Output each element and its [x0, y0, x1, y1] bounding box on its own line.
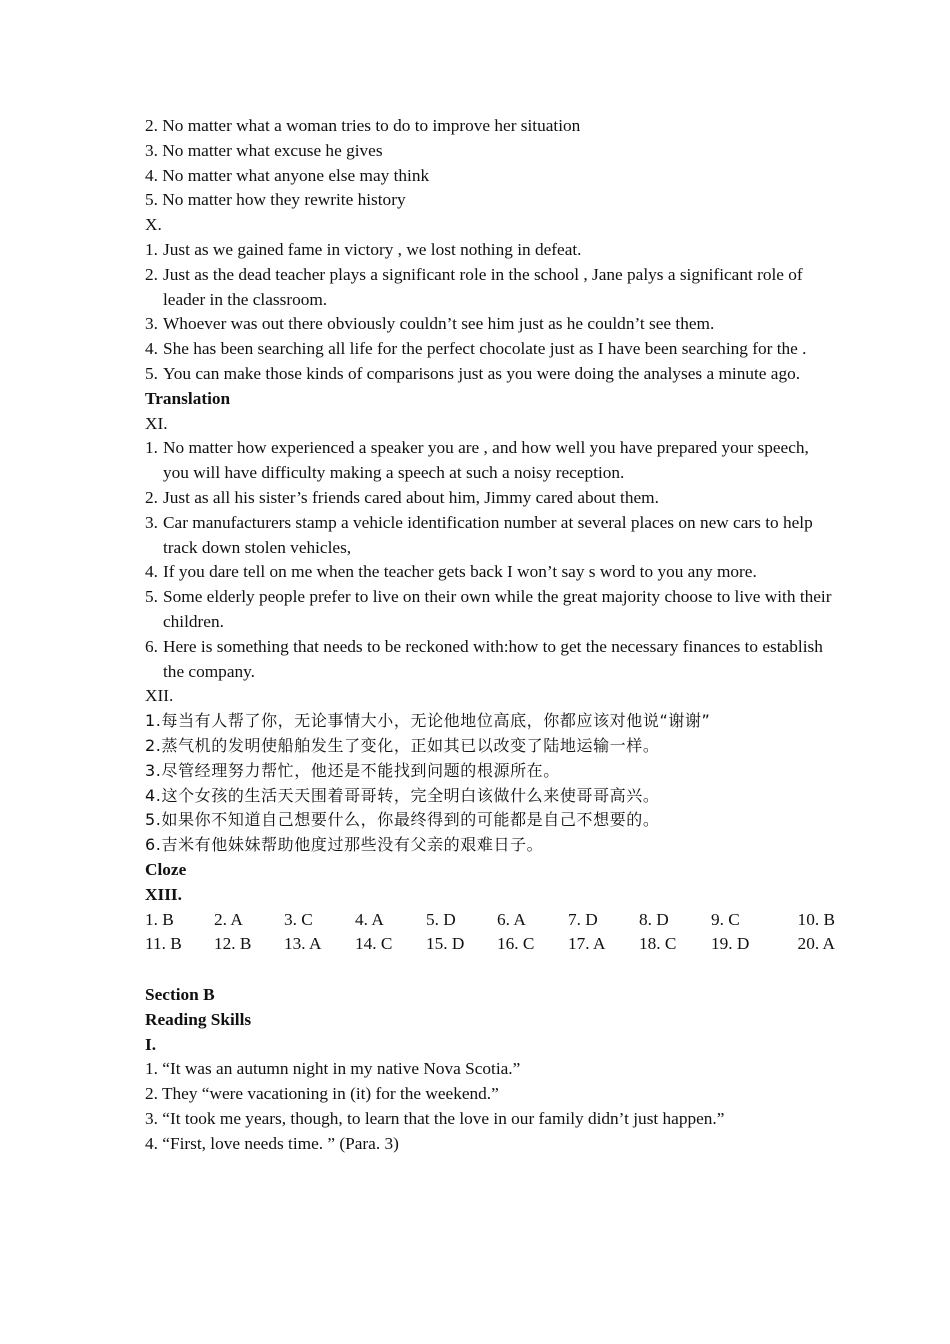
cloze-heading: Cloze — [145, 859, 187, 879]
section-xi-item — [145, 635, 835, 685]
blank-line — [145, 957, 835, 983]
list-line: 5. No matter how they rewrite history — [145, 190, 406, 210]
answer-cell: 13. A — [284, 934, 322, 954]
item-number: 4. — [145, 339, 158, 359]
section-xi-item — [145, 486, 835, 511]
answer-cell: 5. D — [426, 909, 456, 929]
item-text: Car manufacturers stamp a vehicle identification number at several places on new cars to help track down stolen vehicles, — [163, 512, 813, 557]
section-x-heading: X. — [145, 215, 162, 235]
item-text: No matter how experienced a speaker you are , and how well you have prepared your speech, you will have difficulty making a speech at such a noisy reception. — [163, 438, 809, 483]
answer-cell: 7. D — [568, 909, 598, 929]
answer-cell: 10. B — [797, 909, 835, 929]
list-line: 3. No matter what excuse he gives — [145, 140, 383, 160]
answer-cell: 14. C — [355, 934, 393, 954]
chinese-translation-line: 2.蒸气机的发明使船舶发生了变化，正如其已以改变了陆地运输一样。 — [145, 735, 660, 755]
answer-cell: 9. C — [711, 909, 740, 929]
item-text: She has been searching all life for the perfect chocolate just as I have been searching for the . — [163, 339, 807, 359]
item-number: 1. — [145, 239, 158, 259]
item-text: You can make those kinds of comparisons just as you were doing the analyses a minute ago. — [163, 363, 801, 383]
item-text: Just as all his sister’s friends cared about him, Jimmy cared about them. — [163, 487, 659, 507]
section-x-item — [145, 362, 835, 387]
answer-cell: 2. A — [214, 909, 243, 929]
item-number: 4. — [145, 562, 158, 582]
answer-cell: 20. A — [797, 934, 835, 954]
section-xi-item — [145, 560, 835, 585]
answer-cell: 19. D — [711, 934, 750, 954]
section-xiii-heading: XIII. — [145, 884, 182, 904]
item-number: 1. — [145, 438, 158, 458]
document-page — [145, 114, 835, 1157]
answer-cell: 3. C — [284, 909, 313, 929]
section-x-item — [145, 238, 835, 263]
answer-cell: 1. B — [145, 909, 174, 929]
item-number: 5. — [145, 363, 158, 383]
chinese-translation-line: 1.每当有人帮了你，无论事情大小，无论他地位高底，你都应该对他说“谢谢” — [145, 711, 711, 731]
item-text: Just as the dead teacher plays a significant role in the school , Jane palys a significant role of leader in the classroom. — [163, 264, 803, 309]
chinese-translation-line: 5.如果你不知道自己想要什么，你最终得到的可能都是自己不想要的。 — [145, 810, 660, 830]
list-line: 4. No matter what anyone else may think — [145, 165, 430, 185]
item-number: 3. — [145, 314, 158, 334]
section-xi-item — [145, 511, 835, 561]
section-b-heading: Section B — [145, 985, 215, 1005]
section-xi-item — [145, 585, 835, 635]
item-text: Just as we gained fame in victory , we lost nothing in defeat. — [163, 239, 582, 259]
answer-cell: 11. B — [145, 934, 182, 954]
reading-skills-heading: Reading Skills — [145, 1009, 252, 1029]
answer-cell: 16. C — [497, 934, 535, 954]
answer-cell: 8. D — [639, 909, 669, 929]
item-text: Here is something that needs to be reckoned with:how to get the necessary finances to establish the company. — [163, 636, 823, 681]
section-x-item — [145, 263, 835, 313]
chinese-translation-line: 6.吉米有他妹妹帮助他度过那些没有父亲的艰难日子。 — [145, 835, 544, 855]
list-line: 2. No matter what a woman tries to do to improve her situation — [145, 116, 581, 135]
answer-cell: 6. A — [497, 909, 526, 929]
answer-cell: 12. B — [214, 934, 252, 954]
answer-row — [145, 932, 835, 957]
section-xii-heading: XII. — [145, 686, 174, 706]
section-xi-heading: XI. — [145, 413, 168, 433]
quote-line: 1. “It was an autumn night in my native Nova Scotia.” — [145, 1059, 521, 1079]
item-number: 2. — [145, 264, 158, 284]
section-x-item — [145, 312, 835, 337]
item-text: If you dare tell on me when the teacher gets back I won’t say s word to you any more. — [163, 562, 757, 582]
item-number: 6. — [145, 636, 158, 656]
section-xi-item — [145, 436, 835, 486]
quote-line: 4. “First, love needs time. ” (Para. 3) — [145, 1133, 399, 1153]
item-text: Some elderly people prefer to live on their own while the great majority choose to live with their children. — [163, 587, 832, 631]
quote-line: 3. “It took me years, though, to learn that the love in our family didn’t just happen.” — [145, 1109, 725, 1129]
chinese-translation-line: 3.尽管经理努力帮忙，他还是不能找到问题的根源所在。 — [145, 760, 560, 780]
chinese-translation-line: 4.这个女孩的生活天天围着哥哥转，完全明白该做什么来使哥哥高兴。 — [145, 785, 660, 805]
item-text: Whoever was out there obviously couldn’t see him just as he couldn’t see them. — [163, 314, 715, 334]
answer-row — [145, 908, 835, 933]
answer-cell: 15. D — [426, 934, 465, 954]
item-number: 3. — [145, 512, 158, 532]
answer-cell: 18. C — [639, 934, 677, 954]
section-i-heading: I. — [145, 1034, 157, 1054]
answer-cell: 4. A — [355, 909, 384, 929]
section-x-item — [145, 337, 835, 362]
answer-cell: 17. A — [568, 934, 606, 954]
translation-heading: Translation — [145, 388, 231, 408]
quote-line: 2. They “were vacationing in (it) for the weekend.” — [145, 1084, 499, 1104]
item-number: 5. — [145, 587, 158, 607]
item-number: 2. — [145, 487, 158, 507]
